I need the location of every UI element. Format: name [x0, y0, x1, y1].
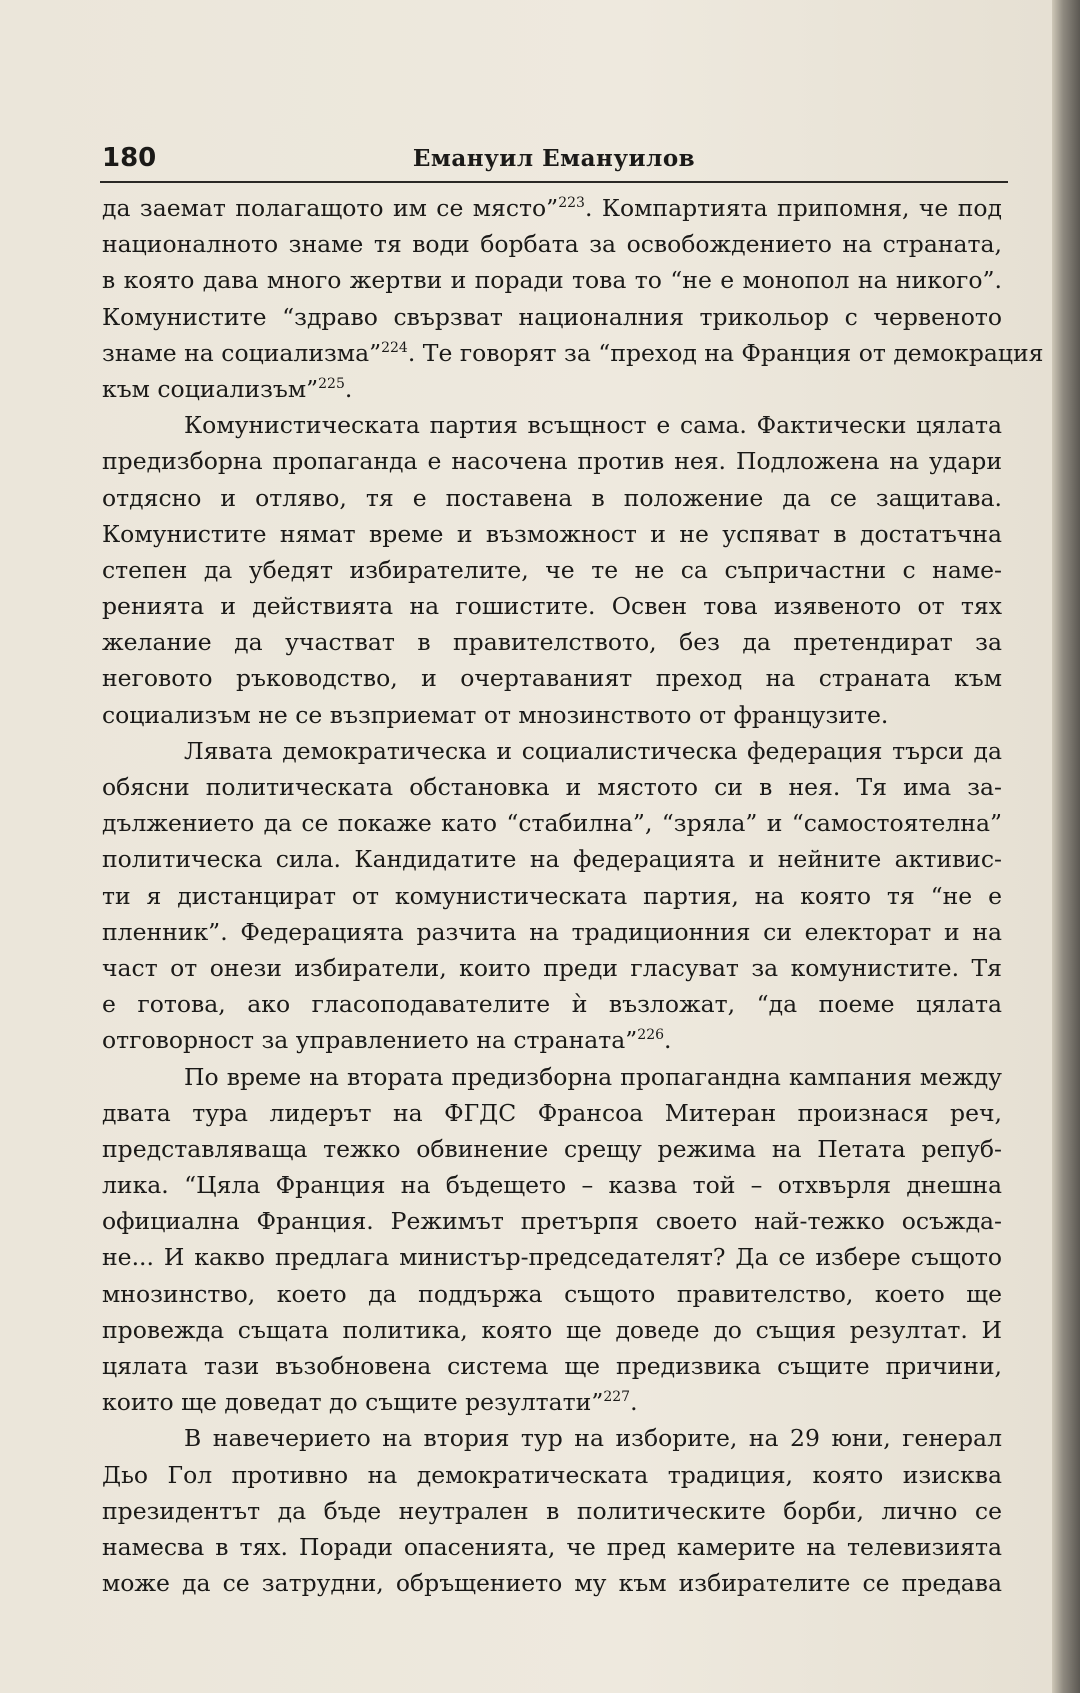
line-text: мнозинство, което да поддържа същото правителство, което ще — [102, 1279, 1002, 1308]
running-head: Емануил Емануилов — [412, 145, 696, 172]
line-text: неговото ръководство, и очертаваният преход на страната към — [102, 664, 1002, 693]
line-text: към социализъм” — [102, 374, 319, 403]
line-text: националното знаме тя води борбата за освобождението на страната, — [102, 230, 1002, 259]
body-text — [102, 190, 1044, 1601]
text-line — [102, 1348, 1002, 1384]
line-text: Комунистите нямат време и възможност и не успяват в достатъчна — [102, 519, 1002, 548]
line-text: ренията и действията на гошистите. Освен това изявеното от тях — [102, 592, 1002, 621]
line-text: провежда същата политика, която ще доведе до същия резултат. И — [102, 1315, 1002, 1344]
text-line — [102, 1276, 1002, 1312]
line-text: Лявата демократическа и социалистическа федерация търси да — [184, 736, 1002, 765]
text-line — [102, 299, 1002, 335]
text-line — [102, 190, 1002, 226]
text-line — [102, 1565, 1002, 1601]
line-text: които ще доведат до същите резултати” — [102, 1388, 604, 1417]
line-text: намесва в тях. Поради опасенията, че пред камерите на телевизията — [102, 1532, 1002, 1561]
text-line — [102, 443, 1002, 479]
text-line — [102, 769, 1002, 805]
line-text: социализъм не се възприемат от мнозинството от французите. — [102, 700, 889, 729]
line-text: предизборна пропаганда е насочена против нея. Подложена на удари — [102, 447, 1002, 476]
line-text: обясни политическата обстановка и мястото си в нея. Тя има за- — [102, 773, 1002, 801]
text-line — [102, 733, 1002, 769]
text-line — [102, 950, 1002, 986]
text-line — [102, 986, 1002, 1022]
text-line — [102, 1239, 1002, 1275]
text-line — [102, 841, 1002, 877]
page-header — [102, 143, 1006, 183]
line-text: Дьо Гол противно на демократическата традиция, която изисква — [102, 1460, 1002, 1489]
text-line — [102, 226, 1002, 262]
text-line — [102, 914, 1002, 950]
line-text: В навечерието на втория тур на изборите, на 29 юни, генерал — [184, 1424, 1002, 1453]
text-line — [102, 1203, 1002, 1239]
text-line — [102, 552, 1002, 588]
line-text: степен да убедят избирателите, че те не са съпричастни с наме- — [102, 555, 1002, 584]
text-line — [102, 1131, 1002, 1167]
line-text: Комунистическата партия всъщност е сама. Фактически цялата — [184, 411, 1002, 440]
line-text: официална Франция. Режимът претърпя своето най-тежко осъжда- — [102, 1207, 1002, 1236]
line-text: политическа сила. Кандидатите на федерацията и нейните активис- — [102, 845, 1002, 874]
text-line — [102, 480, 1002, 516]
footnote-ref: 227 — [603, 1389, 631, 1406]
line-text: да заемат полагащото им се място” — [102, 194, 559, 222]
line-text: лика. “Цяла Франция на бъдещето – казва той – отхвърля днешна — [102, 1171, 1002, 1200]
text-line — [102, 1059, 1002, 1095]
line-text: отговорност за управлението на страната” — [102, 1026, 638, 1055]
text-line — [102, 805, 1002, 841]
line-text-tail: . — [664, 1026, 672, 1055]
line-text: не... И какво предлага министър-председателят? Да се избере същото — [102, 1243, 1002, 1272]
text-line — [102, 878, 1002, 914]
line-text: цялата тази възобновена система ще предизвика същите причини, — [102, 1352, 1002, 1380]
text-line — [102, 516, 1002, 552]
page-number: 180 — [102, 143, 157, 173]
page-edge-shadow — [1052, 0, 1080, 1693]
line-text: По време на втората предизборна пропагандна кампания между — [184, 1062, 1002, 1091]
header-rule — [100, 181, 1008, 183]
line-text: президентът да бъде неутрален в политическите борби, лично се — [102, 1496, 1002, 1525]
text-line — [102, 407, 1002, 443]
line-text: в която дава много жертви и поради това то “не е монопол на никого”. — [102, 266, 1002, 295]
text-line — [102, 588, 1002, 624]
line-text: дължението да се покаже като “стабилна”, “зряла” и “самостоятелна” — [102, 809, 1002, 838]
line-text: пленник”. Федерацията разчита на традиционния си електорат и на — [102, 917, 1002, 946]
line-text-tail: . Компартията припомня, че под — [584, 194, 1003, 222]
text-line — [102, 1312, 1002, 1348]
footnote-ref: 223 — [558, 195, 585, 211]
footnote-ref: 224 — [381, 339, 408, 356]
text-line — [102, 1420, 1002, 1456]
line-text: знаме на социализма” — [102, 338, 382, 367]
line-text: може да се затрудни, обръщението му към избирателите се предава — [102, 1569, 1002, 1598]
text-line — [102, 624, 1002, 660]
text-line — [102, 335, 1044, 371]
text-line — [102, 697, 1002, 733]
text-line — [102, 1493, 1002, 1529]
line-text: част от онези избиратели, които преди гласуват за комунистите. Тя — [102, 953, 1002, 982]
line-text-tail: . — [630, 1388, 638, 1417]
line-text-tail: . — [344, 374, 353, 403]
line-text: отдясно и отляво, тя е поставена в положение да се защитава. — [102, 483, 1002, 512]
line-text: е готова, ако гласоподавателите ѝ възложат, “да поеме цялата — [102, 990, 1002, 1019]
text-line — [102, 1022, 1002, 1058]
text-line — [102, 262, 1002, 298]
text-line — [102, 1095, 1002, 1131]
text-line — [102, 1529, 1002, 1565]
line-text: представляваща тежко обвинение срещу режима на Петата репуб- — [102, 1134, 1002, 1163]
text-line — [102, 660, 1002, 696]
line-text: желание да участват в правителството, без да претендират за — [102, 628, 1002, 657]
text-line — [102, 1384, 1002, 1420]
line-text: ти я дистанцират от комунистическата партия, на която тя “не е — [102, 881, 1002, 910]
text-line — [102, 1457, 1002, 1493]
footnote-ref: 226 — [637, 1027, 665, 1044]
text-line — [102, 371, 1002, 407]
text-line — [102, 1167, 1002, 1203]
line-text: двата тура лидерът на ФГДС Франсоа Митеран произнася реч, — [102, 1098, 1002, 1127]
footnote-ref: 225 — [318, 375, 345, 392]
line-text-tail: . Те говорят за “преход на Франция от демокрация — [407, 338, 1044, 367]
line-text: Комунистите “здраво свързват националния трикольор с червеното — [102, 302, 1002, 331]
